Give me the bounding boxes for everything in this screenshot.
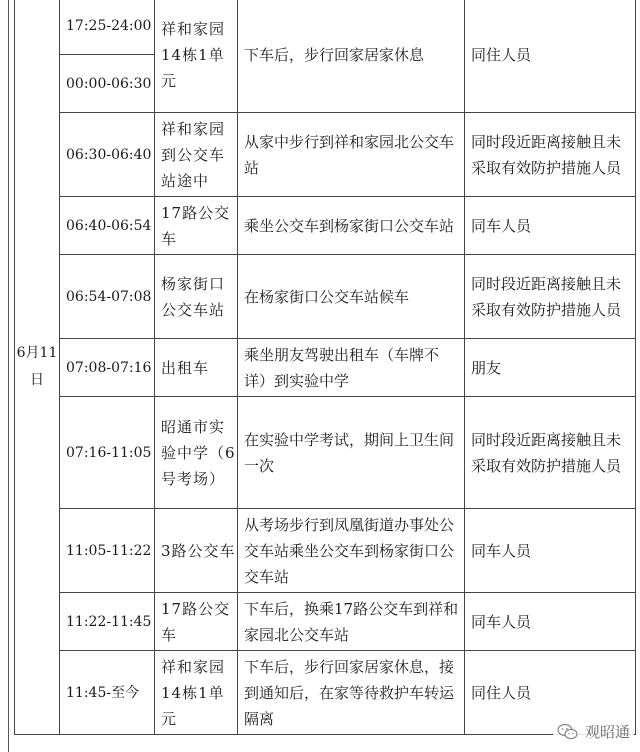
activity-cell: 乘坐公交车到杨家街口公交车站 (238, 197, 465, 255)
time-cell: 11:45-至今 (60, 651, 155, 735)
time-cell: 00:00-06:30 (60, 55, 155, 113)
time-cell: 07:16-11:05 (60, 397, 155, 509)
table-row (15, 509, 636, 593)
activity-cell: 下车后，步行回家居家休息，接到通知后，在家等待救护车转运隔离 (238, 651, 465, 735)
contact-cell: 同车人员 (465, 197, 636, 255)
table-row (15, 0, 636, 55)
activity-cell: 在实验中学考试，期间上卫生间一次 (238, 397, 465, 509)
activity-cell: 从考场步行到凤凰街道办事处公交车站乘坐公交车到杨家街口公交车站 (238, 509, 465, 593)
contact-cell: 同住人员 (465, 0, 636, 113)
time-cell: 17:25-24:00 (60, 0, 155, 55)
activity-cell: 下车后，换乘17路公交车到祥和家园北公交车站 (238, 593, 465, 651)
table-row (15, 339, 636, 397)
table-row (15, 651, 636, 735)
contact-cell: 同时段近距离接触且未采取有效防护措施人员 (465, 397, 636, 509)
contact-cell: 同住人员 (465, 651, 636, 735)
page-left-rule (8, 0, 9, 752)
contact-cell: 同时段近距离接触且未采取有效防护措施人员 (465, 255, 636, 339)
wechat-icon (557, 723, 579, 741)
place-cell: 17路公交车 (155, 593, 238, 651)
place-cell: 祥和家园14栋1单元 (155, 651, 238, 735)
table-row (15, 593, 636, 651)
time-cell: 11:22-11:45 (60, 593, 155, 651)
table-row (15, 113, 636, 197)
contact-cell: 同车人员 (465, 509, 636, 593)
time-cell: 06:30-06:40 (60, 113, 155, 197)
activity-cell: 乘坐朋友驾驶出租车（车牌不详）到实验中学 (238, 339, 465, 397)
place-cell: 出租车 (155, 339, 238, 397)
place-cell: 杨家街口公交车站 (155, 255, 238, 339)
watermark (553, 719, 634, 744)
time-cell: 06:54-07:08 (60, 255, 155, 339)
time-cell: 07:08-07:16 (60, 339, 155, 397)
place-cell: 17路公交车 (155, 197, 238, 255)
time-cell: 06:40-06:54 (60, 197, 155, 255)
table-row (15, 255, 636, 339)
table-row (15, 397, 636, 509)
itinerary-table (14, 0, 636, 735)
watermark-text: 观昭通 (584, 723, 630, 741)
activity-cell: 在杨家街口公交车站候车 (238, 255, 465, 339)
contact-cell: 朋友 (465, 339, 636, 397)
table-row (15, 197, 636, 255)
activity-cell: 从家中步行到祥和家园北公交车站 (238, 113, 465, 197)
time-cell: 11:05-11:22 (60, 509, 155, 593)
place-cell: 昭通市实验中学（6号考场） (155, 397, 238, 509)
contact-cell: 同车人员 (465, 593, 636, 651)
contact-cell: 同时段近距离接触且未采取有效防护措施人员 (465, 113, 636, 197)
date-text: 6月11日 (16, 344, 58, 388)
date-cell (15, 0, 60, 735)
place-cell: 祥和家园到公交车站途中 (155, 113, 238, 197)
activity-cell: 下车后，步行回家居家休息 (238, 0, 465, 113)
place-cell: 祥和家园14栋1单元 (155, 0, 238, 113)
place-cell: 3路公交车 (155, 509, 238, 593)
